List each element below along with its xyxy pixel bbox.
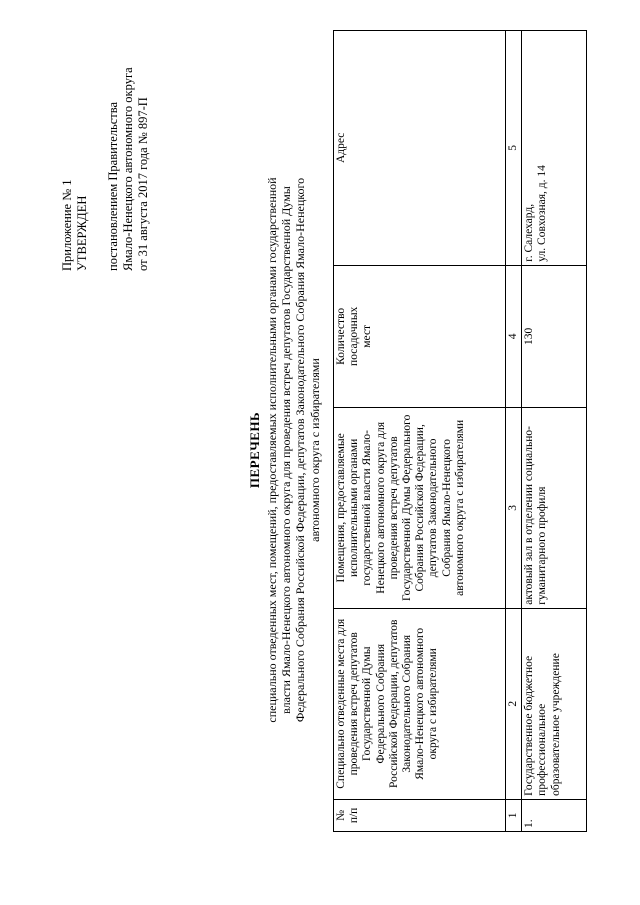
subtitle-line: специально отведенных мест, помещений, предоставляемых исполнительными органами государственной	[265, 177, 279, 723]
resolution-date-line: от 31 августа 2017 года № 897-П	[136, 97, 150, 271]
table-header-row	[334, 31, 506, 832]
row-number: 1.	[522, 799, 587, 831]
resolution-line: постановлением Правительства	[106, 101, 120, 271]
government-line: Ямало-Ненецкого автономного округа	[121, 67, 135, 271]
document-title: ПЕРЕЧЕНЬ	[247, 411, 262, 489]
header-premises: Помещения, предоставляемые исполнительными органами государственной власти Ямало- Ненецкого автономного округа для проведения встреч депутатов Государственной Думы Федерального Собрания Российской Федерации, депутатов Законодательного Собрания Ямало-Ненецкого автономного округа с избирателями	[334, 407, 506, 608]
document-subtitle	[265, 55, 322, 845]
column-number: 5	[506, 31, 522, 266]
subtitle-line: власти Ямало-Ненецкого автономного округа для проведения встреч депутатов Государственной Думы	[279, 186, 294, 714]
approval-stamp	[60, 67, 151, 271]
row-place: Государственное бюджетное профессиональное образовательное учреждение	[522, 608, 587, 799]
row-seats: 130	[522, 265, 587, 407]
places-table	[333, 30, 587, 832]
subtitle-line: автономного округа с избирателями	[307, 358, 322, 542]
column-number: 1	[506, 799, 522, 831]
header-number: № п/п	[334, 799, 506, 831]
column-number: 3	[506, 407, 522, 608]
header-seats: Количество посадочных мест	[334, 265, 506, 407]
row-address: г. Салехард, ул. Совхозная, д. 14	[522, 31, 587, 266]
table-row	[522, 31, 587, 832]
column-number: 2	[506, 608, 522, 799]
header-address: Адрес	[334, 31, 506, 266]
column-number: 4	[506, 265, 522, 407]
column-number-row	[506, 31, 522, 832]
row-room: актовый зал в отделении социально- гуманитарного профиля	[522, 407, 587, 608]
appendix-number: Приложение № 1	[60, 179, 74, 271]
header-special-places: Специально отведенные места для проведения встреч депутатов Государственной Думы Федерального Собрания Российской Федерации, депутатов Законодательного Собрания Ямало-Ненецкого автономного округа с избирателями	[334, 608, 506, 799]
subtitle-line: Федерального Собрания Российской Федерации, депутатов Законодательного Собрания Ямало-Ненецкого	[293, 177, 308, 723]
approved-label: УТВЕРЖДЕН	[75, 195, 89, 271]
